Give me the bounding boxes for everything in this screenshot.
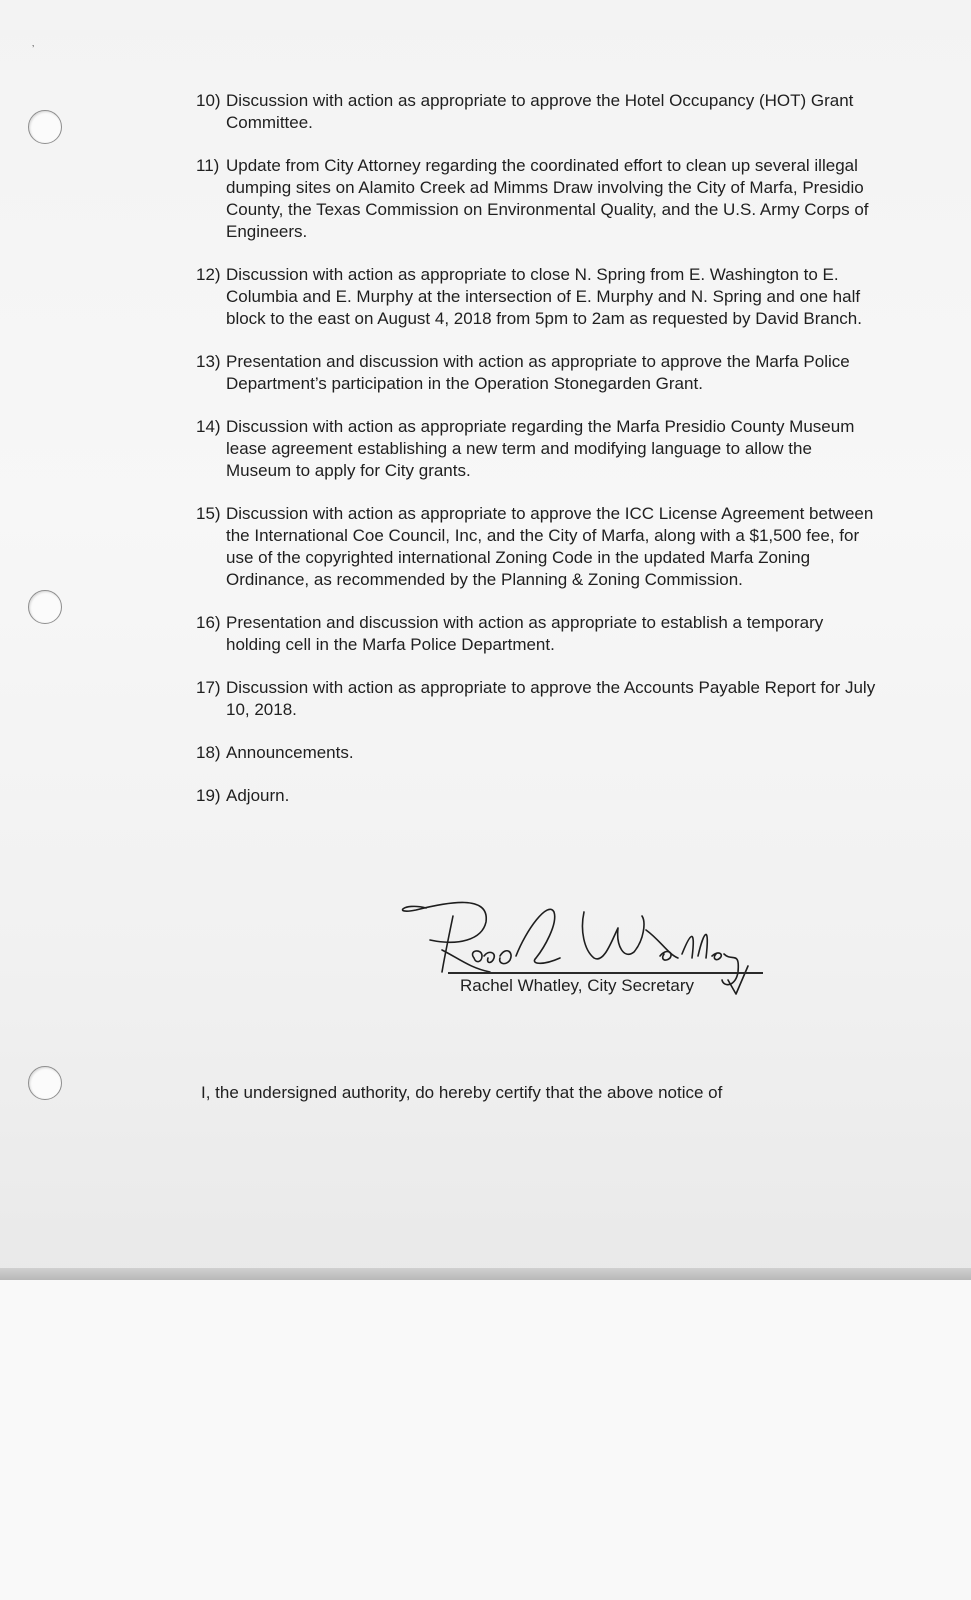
agenda-item-text: Adjourn. xyxy=(226,786,290,805)
punch-hole-middle xyxy=(28,590,62,624)
agenda-item-number: 18) xyxy=(196,743,221,762)
agenda-item-14 xyxy=(196,416,876,482)
agenda-item-number: 13) xyxy=(196,352,221,371)
signature-line xyxy=(448,972,763,974)
certification-text: I, the undersigned authority, do hereby certify that the above notice of xyxy=(201,1083,723,1102)
agenda-item-16 xyxy=(196,612,876,656)
agenda-item-text: Discussion with action as appropriate to approve the Hotel Occupancy (HOT) Grant Committee. xyxy=(226,91,854,132)
agenda-item-number: 11) xyxy=(196,156,220,175)
agenda-list xyxy=(196,90,876,807)
agenda-item-number: 16) xyxy=(196,613,221,632)
agenda-item-text: Presentation and discussion with action as appropriate to approve the Marfa Police Department’s participation in the Operation Stonegarden Grant. xyxy=(226,352,850,393)
agenda-item-text: Update from City Attorney regarding the coordinated effort to clean up several illegal dumping sites on Alamito Creek ad Mimms Draw involving the City of Marfa, Presidio County, the Texas Commission on Environmental Quality, and the U.S. Army Corps of Engineers. xyxy=(226,156,869,241)
agenda-item-text: Discussion with action as appropriate to approve the ICC License Agreement between the International Coe Council, Inc, and the City of Marfa, along with a $1,500 fee, for use of the copyrighted international Zoning Code in the updated Marfa Zoning Ordinance, as recommended by the Planning & Zoning Commission. xyxy=(226,504,874,589)
agenda-item-number: 12) xyxy=(196,265,221,284)
agenda-item-12 xyxy=(196,264,876,330)
signature-block xyxy=(398,900,768,1000)
agenda-item-17 xyxy=(196,677,876,721)
agenda-item-text: Discussion with action as appropriate to close N. Spring from E. Washington to E. Columbia and E. Murphy at the intersection of E. Murphy and N. Spring and one half block to the east on August 4, 2018 from 5pm to 2am as requested by David Branch. xyxy=(226,265,862,328)
agenda-item-13 xyxy=(196,351,876,395)
agenda-item-text: Presentation and discussion with action as appropriate to establish a temporary holding cell in the Marfa Police Department. xyxy=(226,613,824,654)
agenda-item-text: Announcements. xyxy=(226,743,354,762)
agenda-item-text: Discussion with action as appropriate to approve the Accounts Payable Report for July 10, 2018. xyxy=(226,678,876,719)
punch-hole-top xyxy=(28,110,62,144)
agenda-item-number: 19) xyxy=(196,786,221,805)
agenda-item-10 xyxy=(196,90,876,134)
agenda-item-19 xyxy=(196,785,876,807)
agenda-item-18 xyxy=(196,742,876,764)
agenda-item-15 xyxy=(196,503,876,591)
agenda-item-number: 14) xyxy=(196,417,221,436)
agenda-item-number: 10) xyxy=(196,91,221,110)
scan-mark: ’ xyxy=(32,44,35,55)
agenda-item-11 xyxy=(196,155,876,243)
punch-hole-bottom xyxy=(28,1066,62,1100)
agenda-item-number: 17) xyxy=(196,678,221,697)
signatory-name: Rachel Whatley, City Secretary xyxy=(460,976,694,995)
agenda-item-number: 15) xyxy=(196,504,221,523)
agenda-item-text: Discussion with action as appropriate regarding the Marfa Presidio County Museum lease agreement establishing a new term and modifying language to allow the Museum to apply for City grants. xyxy=(226,417,855,480)
